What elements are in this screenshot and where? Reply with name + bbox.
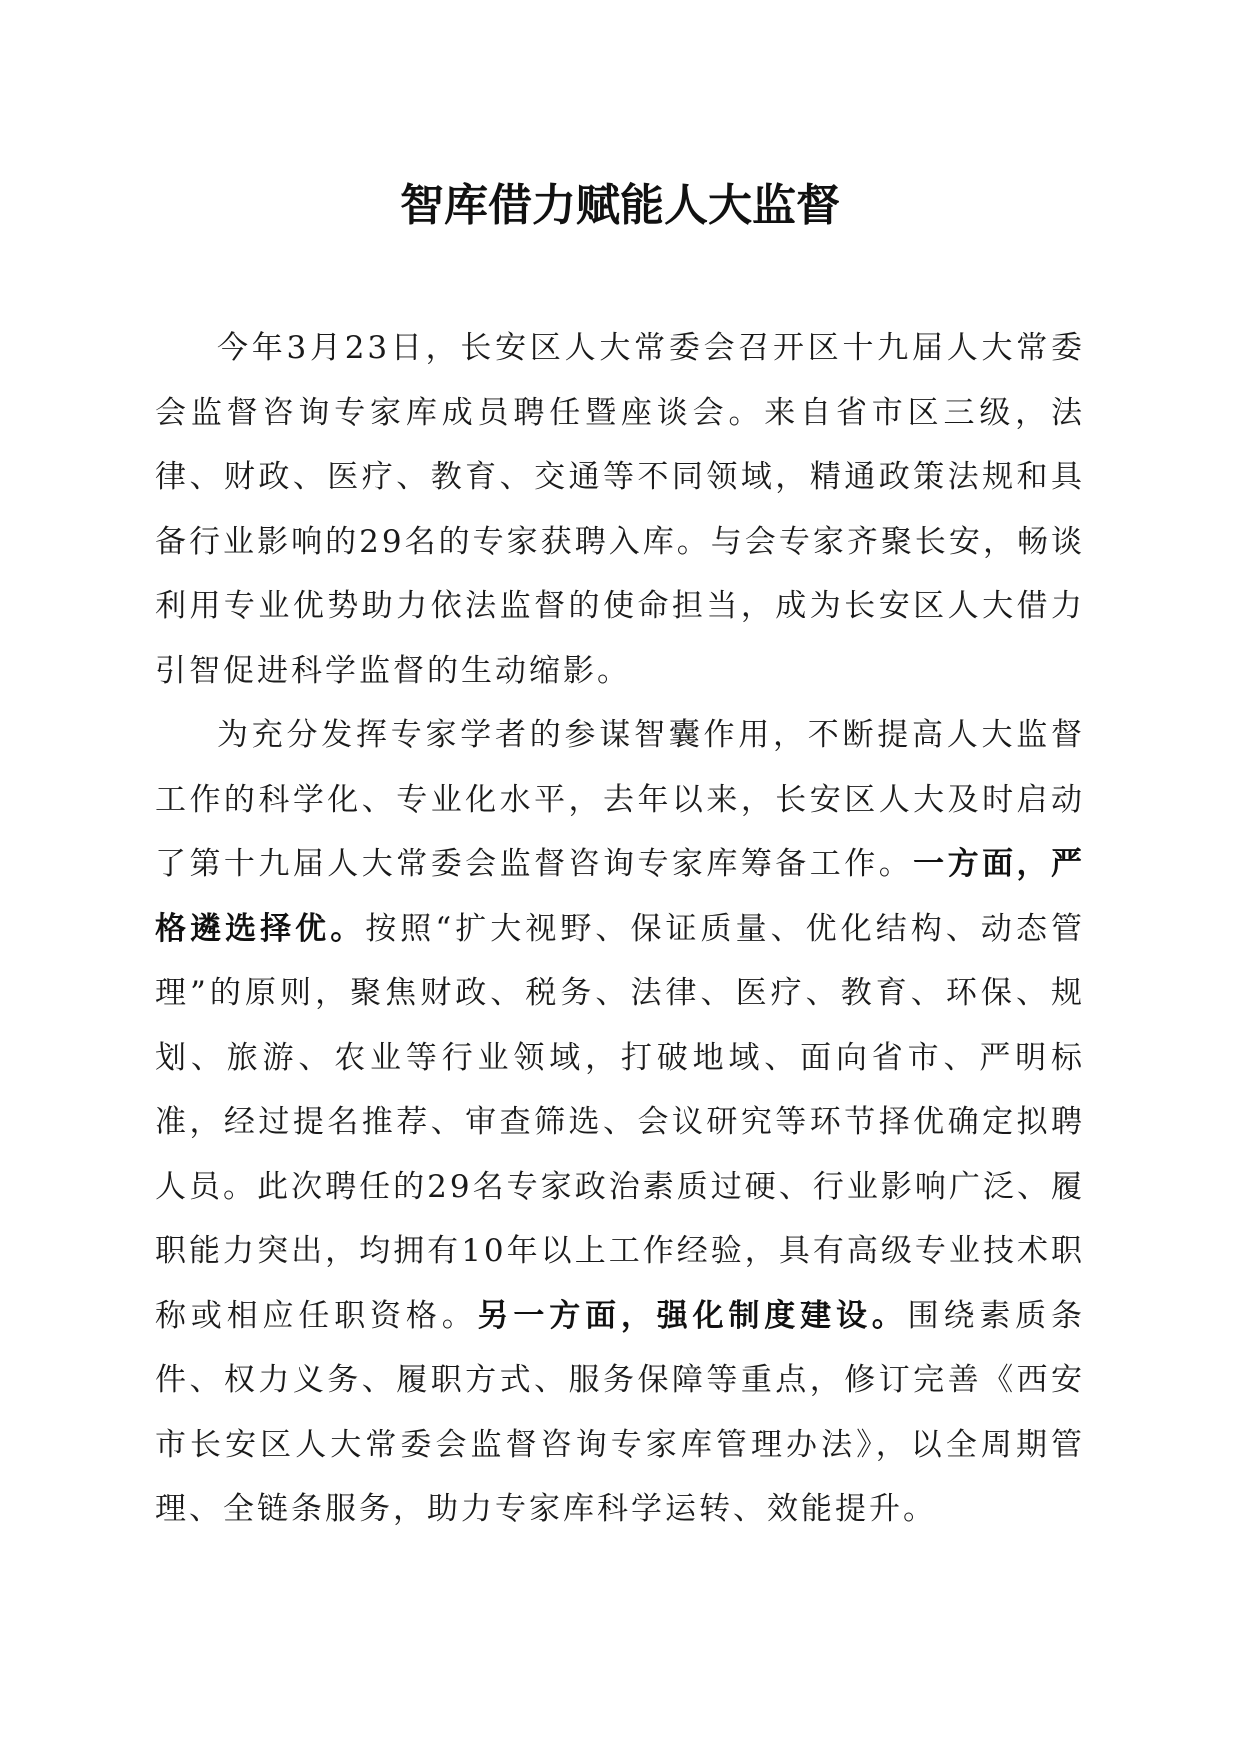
- paragraph-2-system-details: 围绕素质条件、权力义务、履职方式、服务保障等重点，修订完善《西安市长安区人大常委会监督咨询专家库管理办法》，以全周期管理、全链条服务，助力专家库科学运转、效能提升。: [155, 1297, 1086, 1527]
- document-body: [155, 316, 1085, 1542]
- paragraph-2: [155, 703, 1085, 1542]
- highlight-strict-selection: 一方面，严格遴选择优。: [155, 846, 1086, 947]
- paragraph-2-selection-details: 按照“扩大视野、保证质量、优化结构、动态管理”的原则，聚焦财政、税务、法律、医疗、教育、环保、规划、旅游、农业等行业领域，打破地域、面向省市、严明标准，经过提名推荐、审查筛选、会议研究等环节择优确定拟聘人员。此次聘任的29名专家政治素质过硬、行业影响广泛、履职能力突出，均拥有10年以上工作经验，具有高级专业技术职称或相应任职资格。: [155, 910, 1085, 1334]
- document-title: 智库借力赋能人大监督: [400, 180, 840, 231]
- paragraph-2-intro: 为充分发挥专家学者的参谋智囊作用，不断提高人大监督工作的科学化、专业化水平，去年以来，长安区人大及时启动了第十九届人大常委会监督咨询专家库筹备工作。: [155, 717, 1085, 882]
- highlight-system-building: 另一方面，强化制度建设。: [477, 1297, 908, 1334]
- paragraph-1: 今年3月23日，长安区人大常委会召开区十九届人大常委会监督咨询专家库成员聘任暨座谈会。来自省市区三级，法律、财政、医疗、教育、交通等不同领域，精通政策法规和具备行业影响的29名的专家获聘入库。与会专家齐聚长安，畅谈利用专业优势助力依法监督的使命担当，成为长安区人大借力引智促进科学监督的生动缩影。: [155, 330, 1085, 689]
